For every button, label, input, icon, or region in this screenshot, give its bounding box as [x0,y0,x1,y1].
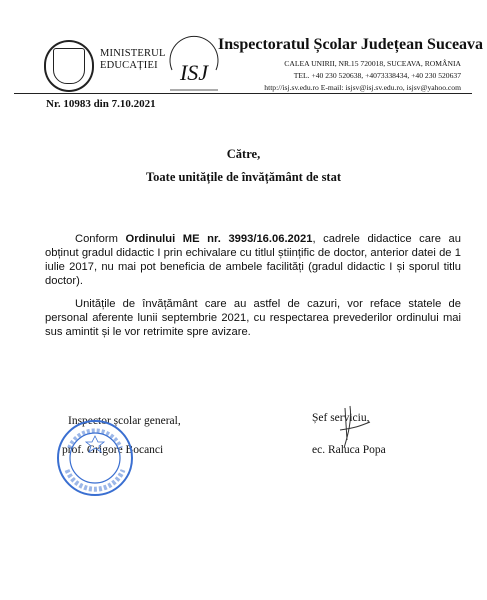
p1-text-end: , cadrele didactice care au obținut gradul didactic I prin echivalare cu titlul științific de doctor, anterior datei de 1 iulie 2017, nu mai pot beneficia de ambele facilități (gradul didactic I și sporul titlu doctor). [45,233,461,287]
institution-title: Inspectoratul Școlar Județean Suceava [218,36,484,53]
isj-letters: ISJ [179,60,209,85]
header-divider [14,93,472,94]
isj-logo-icon [164,22,224,102]
addressee-heading: Către, [226,147,261,161]
ministry-line1: MINISTERUL [100,48,166,59]
phone-line: TEL. +40 230 520638, +4073338434, +40 230 520637 [293,71,461,80]
ministry-name [100,48,166,72]
body-paragraph-2 [45,297,461,339]
signature-mark-icon [300,400,390,460]
official-stamp-icon [55,418,135,498]
addressee-recipients: Toate unitățile de învățământ de stat [145,170,342,184]
right-signatory-title: Șef serviciu, [312,412,370,424]
ministry-line2: EDUCAȚIEI [100,60,158,71]
government-emblem-icon [44,40,94,92]
left-signatory-name: prof. Grigore Bocanci [62,444,164,456]
p1-text-start: Conform [75,233,126,245]
registration-number: Nr. 10983 din 7.10.2021 [46,98,156,110]
web-email-line: http://isj.sv.edu.ro E-mail: isjsv@isj.sv.edu.ro, isjsv@yahoo.com [264,83,461,92]
p2-text: Unitățile de învățământ care au astfel de cazuri, vor reface statele de personal aferente lunii septembrie 2021, cu respectarea prevederilor ordinului mai sus amintit și le vor retrimite spre avizare. [45,298,461,338]
right-signatory-name: ec. Raluca Popa [312,444,386,456]
address-line: CALEA UNIRII, NR.15 720018, SUCEAVA, ROMÂNIA [284,59,461,68]
body-paragraph-1 [45,232,461,288]
left-signatory-title: Inspector școlar general, [68,415,181,427]
order-reference: Ordinului ME nr. 3993/16.06.2021 [125,233,313,245]
